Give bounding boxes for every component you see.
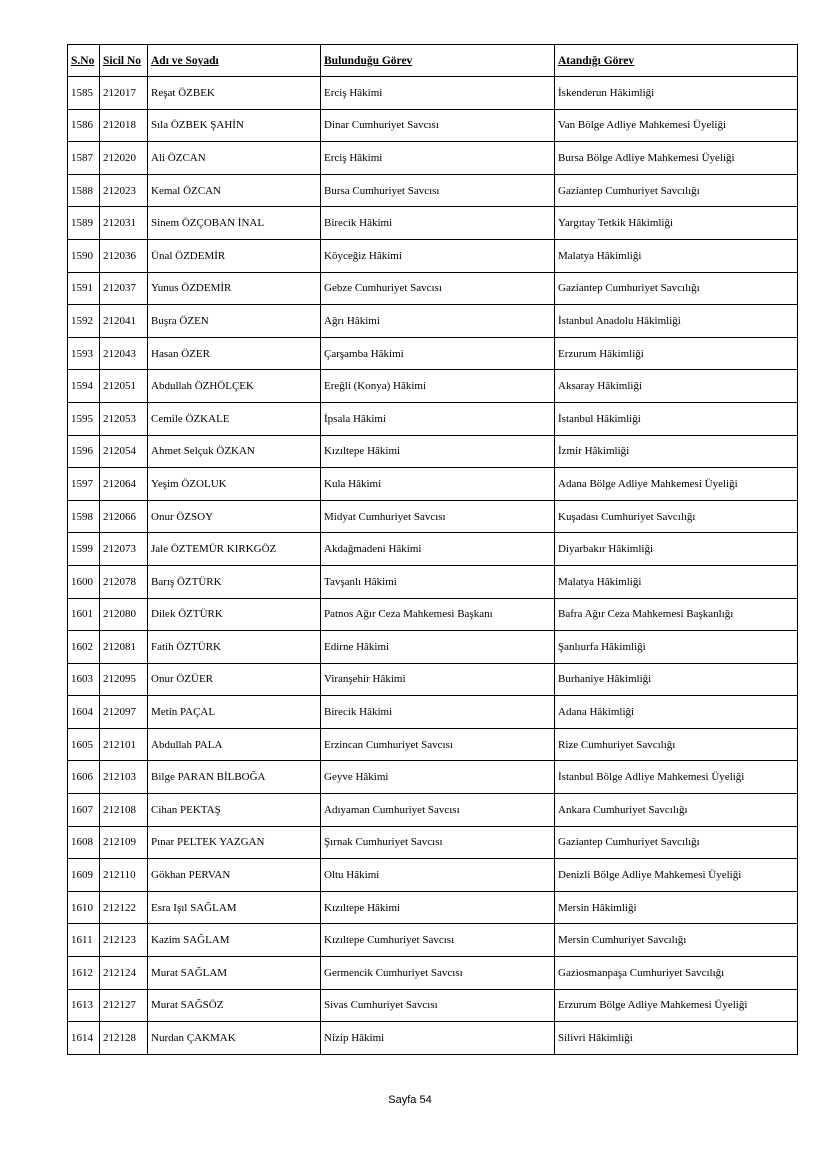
cell-name: Buşra ÖZEN [148, 305, 321, 338]
cell-current-post: Köyceğiz Hâkimi [321, 239, 555, 272]
table-row [68, 696, 798, 729]
cell-sicil-no: 212097 [100, 696, 148, 729]
cell-name: Kazim SAĞLAM [148, 924, 321, 957]
cell-sicil-no: 212054 [100, 435, 148, 468]
cell-assigned-post: Kuşadası Cumhuriyet Savcılığı [555, 500, 798, 533]
cell-name: Sinem ÖZÇOBAN İNAL [148, 207, 321, 240]
cell-name: Sıla ÖZBEK ŞAHİN [148, 109, 321, 142]
cell-current-post: Viranşehir Hâkimi [321, 663, 555, 696]
cell-name: Ünal ÖZDEMİR [148, 239, 321, 272]
cell-sicil-no: 212110 [100, 859, 148, 892]
page-number: Sayfa 54 [388, 1094, 432, 1106]
table-row [68, 142, 798, 175]
cell-assigned-post: İstanbul Anadolu Hâkimliği [555, 305, 798, 338]
table-row [68, 598, 798, 631]
cell-sicil-no: 212023 [100, 174, 148, 207]
cell-sno: 1611 [68, 924, 100, 957]
table-header [68, 45, 798, 77]
table-row [68, 631, 798, 664]
cell-assigned-post: Gaziosmanpaşa Cumhuriyet Savcılığı [555, 957, 798, 990]
table-row [68, 565, 798, 598]
cell-name: Fatih ÖZTÜRK [148, 631, 321, 664]
cell-assigned-post: Erzurum Hâkimliği [555, 337, 798, 370]
cell-sicil-no: 212109 [100, 826, 148, 859]
cell-assigned-post: Erzurum Bölge Adliye Mahkemesi Üyeliği [555, 989, 798, 1022]
table-row [68, 402, 798, 435]
cell-assigned-post: Adana Bölge Adliye Mahkemesi Üyeliği [555, 468, 798, 501]
cell-name: Esra Işıl SAĞLAM [148, 891, 321, 924]
header-sno: S.No [68, 45, 100, 77]
cell-sno: 1612 [68, 957, 100, 990]
cell-sicil-no: 212081 [100, 631, 148, 664]
cell-sno: 1590 [68, 239, 100, 272]
cell-current-post: Birecik Hâkimi [321, 696, 555, 729]
cell-current-post: Dinar Cumhuriyet Savcısı [321, 109, 555, 142]
cell-sno: 1595 [68, 402, 100, 435]
cell-sno: 1600 [68, 565, 100, 598]
cell-current-post: Ereğli (Konya) Hâkimi [321, 370, 555, 403]
cell-sno: 1610 [68, 891, 100, 924]
cell-sicil-no: 212020 [100, 142, 148, 175]
cell-sicil-no: 212128 [100, 1022, 148, 1055]
cell-assigned-post: Bafra Ağır Ceza Mahkemesi Başkanlığı [555, 598, 798, 631]
cell-sicil-no: 212080 [100, 598, 148, 631]
cell-sicil-no: 212073 [100, 533, 148, 566]
table-row [68, 957, 798, 990]
table-row [68, 305, 798, 338]
table-row [68, 891, 798, 924]
cell-name: Nurdan ÇAKMAK [148, 1022, 321, 1055]
table-row [68, 468, 798, 501]
cell-current-post: Erciş Hâkimi [321, 77, 555, 110]
cell-name: Kemal ÖZCAN [148, 174, 321, 207]
cell-name: Dilek ÖZTÜRK [148, 598, 321, 631]
cell-sno: 1609 [68, 859, 100, 892]
cell-current-post: Adıyaman Cumhuriyet Savcısı [321, 794, 555, 827]
cell-sicil-no: 212127 [100, 989, 148, 1022]
cell-assigned-post: Adana Hâkimliği [555, 696, 798, 729]
cell-assigned-post: Ankara Cumhuriyet Savcılığı [555, 794, 798, 827]
cell-sicil-no: 212041 [100, 305, 148, 338]
cell-sicil-no: 212103 [100, 761, 148, 794]
cell-assigned-post: Aksaray Hâkimliği [555, 370, 798, 403]
cell-sno: 1587 [68, 142, 100, 175]
cell-current-post: Erzincan Cumhuriyet Savcısı [321, 728, 555, 761]
cell-name: Gökhan PERVAN [148, 859, 321, 892]
cell-name: Yunus ÖZDEMİR [148, 272, 321, 305]
cell-sno: 1586 [68, 109, 100, 142]
cell-assigned-post: Burhaniye Hâkimliği [555, 663, 798, 696]
cell-current-post: Geyve Hâkimi [321, 761, 555, 794]
cell-name: Ali ÖZCAN [148, 142, 321, 175]
cell-sicil-no: 212018 [100, 109, 148, 142]
cell-sicil-no: 212095 [100, 663, 148, 696]
cell-sno: 1599 [68, 533, 100, 566]
cell-sno: 1601 [68, 598, 100, 631]
table-row [68, 533, 798, 566]
cell-name: Murat SAĞSÖZ [148, 989, 321, 1022]
table-row [68, 174, 798, 207]
table-row [68, 794, 798, 827]
cell-sicil-no: 212017 [100, 77, 148, 110]
cell-sno: 1605 [68, 728, 100, 761]
cell-sno: 1593 [68, 337, 100, 370]
cell-current-post: Sivas Cumhuriyet Savcısı [321, 989, 555, 1022]
cell-current-post: Ağrı Hâkimi [321, 305, 555, 338]
cell-sno: 1592 [68, 305, 100, 338]
table-row [68, 663, 798, 696]
cell-assigned-post: İskenderun Hâkimliği [555, 77, 798, 110]
cell-current-post: Kızıltepe Hâkimi [321, 891, 555, 924]
cell-name: Bilge PARAN BİLBOĞA [148, 761, 321, 794]
appointment-table [67, 44, 798, 1055]
cell-sno: 1603 [68, 663, 100, 696]
cell-name: Onur ÖZÜER [148, 663, 321, 696]
cell-current-post: Kızıltepe Cumhuriyet Savcısı [321, 924, 555, 957]
cell-sno: 1604 [68, 696, 100, 729]
header-assigned-post: Atandığı Görev [555, 45, 798, 77]
cell-sno: 1596 [68, 435, 100, 468]
cell-name: Metin PAÇAL [148, 696, 321, 729]
cell-assigned-post: Denizli Bölge Adliye Mahkemesi Üyeliği [555, 859, 798, 892]
cell-name: Barış ÖZTÜRK [148, 565, 321, 598]
cell-assigned-post: İstanbul Hâkimliği [555, 402, 798, 435]
cell-sicil-no: 212078 [100, 565, 148, 598]
table-row [68, 1022, 798, 1055]
cell-name: Abdullah ÖZHÖLÇEK [148, 370, 321, 403]
cell-current-post: Midyat Cumhuriyet Savcısı [321, 500, 555, 533]
cell-sno: 1602 [68, 631, 100, 664]
cell-sno: 1594 [68, 370, 100, 403]
cell-name: Reşat ÖZBEK [148, 77, 321, 110]
cell-current-post: Edirne Hâkimi [321, 631, 555, 664]
cell-sicil-no: 212108 [100, 794, 148, 827]
cell-current-post: Erciş Hâkimi [321, 142, 555, 175]
cell-sicil-no: 212037 [100, 272, 148, 305]
cell-current-post: İpsala Hâkimi [321, 402, 555, 435]
cell-assigned-post: Rize Cumhuriyet Savcılığı [555, 728, 798, 761]
table-row [68, 109, 798, 142]
cell-current-post: Kula Hâkimi [321, 468, 555, 501]
cell-name: Cihan PEKTAŞ [148, 794, 321, 827]
cell-sno: 1614 [68, 1022, 100, 1055]
cell-assigned-post: Mersin Cumhuriyet Savcılığı [555, 924, 798, 957]
table-row [68, 761, 798, 794]
table-row [68, 272, 798, 305]
cell-name: Hasan ÖZER [148, 337, 321, 370]
table-row [68, 207, 798, 240]
table-body [68, 77, 798, 1055]
cell-sicil-no: 212043 [100, 337, 148, 370]
cell-current-post: Gebze Cumhuriyet Savcısı [321, 272, 555, 305]
cell-sno: 1585 [68, 77, 100, 110]
cell-assigned-post: Gaziantep Cumhuriyet Savcılığı [555, 826, 798, 859]
cell-sicil-no: 212051 [100, 370, 148, 403]
cell-sicil-no: 212064 [100, 468, 148, 501]
cell-assigned-post: Diyarbakır Hâkimliği [555, 533, 798, 566]
table-row [68, 239, 798, 272]
header-name: Adı ve Soyadı [148, 45, 321, 77]
cell-assigned-post: Malatya Hâkimliği [555, 565, 798, 598]
cell-sicil-no: 212124 [100, 957, 148, 990]
cell-assigned-post: Bursa Bölge Adliye Mahkemesi Üyeliği [555, 142, 798, 175]
cell-sicil-no: 212122 [100, 891, 148, 924]
cell-current-post: Bursa Cumhuriyet Savcısı [321, 174, 555, 207]
header-sicil-no: Sicil No [100, 45, 148, 77]
cell-name: Pınar PELTEK YAZGAN [148, 826, 321, 859]
cell-assigned-post: Yargıtay Tetkik Hâkimliği [555, 207, 798, 240]
cell-name: Cemile ÖZKALE [148, 402, 321, 435]
cell-name: Onur ÖZSOY [148, 500, 321, 533]
header-row [68, 45, 798, 77]
table-row [68, 728, 798, 761]
table-row [68, 826, 798, 859]
cell-sno: 1598 [68, 500, 100, 533]
cell-sno: 1608 [68, 826, 100, 859]
cell-name: Jale ÖZTEMÜR KIRKGÖZ [148, 533, 321, 566]
cell-current-post: Patnos Ağır Ceza Mahkemesi Başkanı [321, 598, 555, 631]
cell-sno: 1588 [68, 174, 100, 207]
cell-assigned-post: Gaziantep Cumhuriyet Savcılığı [555, 272, 798, 305]
cell-sno: 1597 [68, 468, 100, 501]
table-row [68, 989, 798, 1022]
table-row [68, 337, 798, 370]
cell-name: Ahmet Selçuk ÖZKAN [148, 435, 321, 468]
cell-current-post: Germencik Cumhuriyet Savcısı [321, 957, 555, 990]
cell-current-post: Nizip Hâkimi [321, 1022, 555, 1055]
header-current-post: Bulunduğu Görev [321, 45, 555, 77]
cell-sno: 1591 [68, 272, 100, 305]
cell-sicil-no: 212066 [100, 500, 148, 533]
cell-name: Murat SAĞLAM [148, 957, 321, 990]
cell-current-post: Birecik Hâkimi [321, 207, 555, 240]
cell-assigned-post: Gaziantep Cumhuriyet Savcılığı [555, 174, 798, 207]
cell-current-post: Kızıltepe Hâkimi [321, 435, 555, 468]
table-row [68, 435, 798, 468]
cell-assigned-post: Mersin Hâkimliği [555, 891, 798, 924]
cell-assigned-post: İstanbul Bölge Adliye Mahkemesi Üyeliği [555, 761, 798, 794]
table-row [68, 370, 798, 403]
cell-sicil-no: 212031 [100, 207, 148, 240]
cell-sicil-no: 212101 [100, 728, 148, 761]
cell-sno: 1607 [68, 794, 100, 827]
table-row [68, 859, 798, 892]
table-row [68, 500, 798, 533]
cell-sicil-no: 212036 [100, 239, 148, 272]
cell-current-post: Çarşamba Hâkimi [321, 337, 555, 370]
cell-sno: 1589 [68, 207, 100, 240]
cell-current-post: Tavşanlı Hâkimi [321, 565, 555, 598]
cell-assigned-post: Şanlıurfa Hâkimliği [555, 631, 798, 664]
cell-sicil-no: 212053 [100, 402, 148, 435]
cell-current-post: Akdağmadeni Hâkimi [321, 533, 555, 566]
cell-sno: 1613 [68, 989, 100, 1022]
table-row [68, 77, 798, 110]
cell-name: Yeşim ÖZOLUK [148, 468, 321, 501]
cell-assigned-post: İzmir Hâkimliği [555, 435, 798, 468]
cell-assigned-post: Van Bölge Adliye Mahkemesi Üyeliği [555, 109, 798, 142]
cell-assigned-post: Malatya Hâkimliği [555, 239, 798, 272]
cell-assigned-post: Silivri Hâkimliği [555, 1022, 798, 1055]
table-row [68, 924, 798, 957]
cell-name: Abdullah PALA [148, 728, 321, 761]
cell-current-post: Şırnak Cumhuriyet Savcısı [321, 826, 555, 859]
cell-current-post: Oltu Hâkimi [321, 859, 555, 892]
cell-sno: 1606 [68, 761, 100, 794]
cell-sicil-no: 212123 [100, 924, 148, 957]
